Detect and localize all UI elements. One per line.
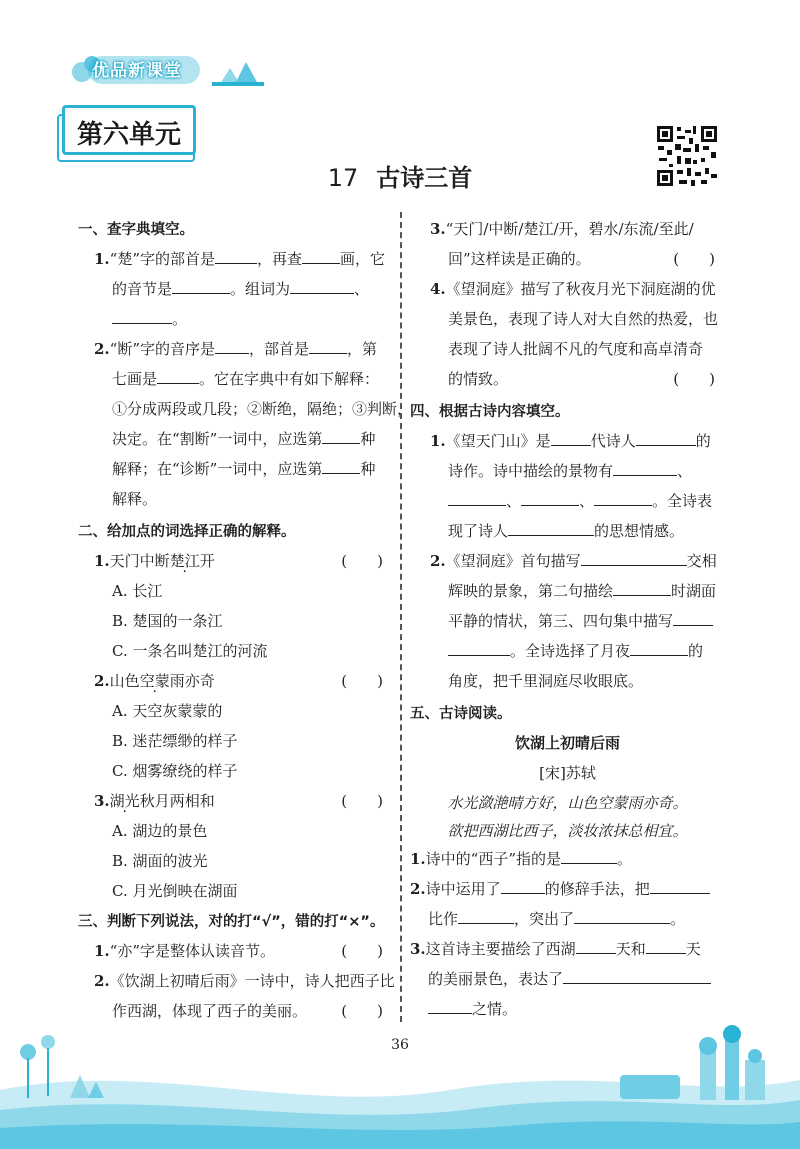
question-3-2-line2: 作西湖，体现了西子的美丽。 ( ) — [112, 1002, 383, 1020]
answer-blank[interactable] — [581, 551, 687, 566]
dotted-word: 楚江 — [169, 552, 200, 570]
question-1-2-line3: ①分成两段或几段；②断绝，隔绝；③判断， — [112, 400, 413, 418]
option-a: A. 湖边的景色 — [112, 822, 208, 840]
question-1-2-line2: 七画是 。它在字典中有如下解释： — [112, 370, 380, 388]
question-5-3: 3.这首诗主要描绘了西湖 天和 天 — [410, 940, 701, 958]
question-2-2: 2.山色空蒙雨亦奇 ( ) — [94, 672, 383, 690]
unit-title: 第六单元 — [76, 120, 181, 150]
answer-parentheses[interactable]: ( ) — [673, 250, 715, 268]
answer-blank[interactable] — [322, 429, 360, 444]
brand-text: 优品新课堂 — [92, 61, 182, 81]
answer-blank[interactable] — [636, 431, 696, 446]
answer-blank[interactable] — [448, 491, 506, 506]
page-number: 36 — [391, 1037, 409, 1053]
answer-blank[interactable] — [215, 339, 249, 354]
question-3-4: 4.《望洞庭》描写了秋夜月光下洞庭湖的优 — [430, 280, 716, 298]
question-3-2: 2.《饮湖上初晴后雨》一诗中，诗人把西子比 — [94, 972, 395, 990]
dotted-word: 空蒙 — [139, 672, 170, 690]
poem-line-2: 欲把西湖比西子，淡妆浓抹总相宜。 — [447, 822, 688, 840]
question-1-2: 2.“断”字的音序是 ，部首是 ，第 — [94, 340, 378, 358]
section-4-title: 四、根据古诗内容填空。 — [410, 404, 570, 420]
option-c: C. 烟雾缭绕的样子 — [112, 762, 238, 780]
option-b: B. 楚国的一条江 — [112, 612, 223, 630]
answer-parentheses[interactable]: ( ) — [341, 942, 383, 960]
section-2-title: 二、给加点的词选择正确的解释。 — [78, 524, 296, 540]
answer-blank[interactable] — [574, 909, 670, 924]
qr-code-icon[interactable] — [655, 124, 719, 188]
answer-blank[interactable] — [594, 491, 652, 506]
answer-blank[interactable] — [576, 939, 616, 954]
unit-badge — [62, 105, 196, 155]
answer-blank[interactable] — [458, 909, 514, 924]
option-b: B. 迷茫缥缈的样子 — [112, 732, 238, 750]
question-4-2-line4: 。全诗选择了月夜 的 — [448, 640, 703, 661]
question-5-2-line2: 比作 ，突出了 。 — [428, 910, 686, 928]
answer-parentheses[interactable]: ( ) — [341, 672, 383, 690]
answer-blank[interactable] — [646, 939, 686, 954]
question-3-3: 3.“天门/中断/楚江/开，碧水/东流/至此/ — [430, 220, 694, 238]
option-a: A. 长江 — [112, 582, 163, 600]
section-3-title: 三、判断下列说法，对的打“√”，错的打“×”。 — [78, 914, 385, 930]
option-b: B. 湖面的波光 — [112, 852, 208, 870]
answer-parentheses[interactable]: ( ) — [341, 792, 383, 810]
question-3-4-line4: 的情致。 ( ) — [448, 370, 715, 388]
answer-parentheses[interactable]: ( ) — [341, 552, 383, 570]
question-4-2: 2.《望洞庭》首句描写 交相 — [430, 552, 717, 570]
question-4-1-line4: 现了诗人 的思想情感。 — [448, 522, 685, 540]
column-divider — [400, 212, 402, 1022]
answer-blank[interactable] — [650, 879, 710, 894]
answer-blank[interactable] — [112, 309, 172, 324]
answer-blank[interactable] — [157, 369, 199, 384]
lesson-title-text: 古诗三首 — [376, 164, 473, 192]
question-4-1-line2: 诗作。诗中描绘的景物有 、 — [448, 462, 693, 480]
answer-blank[interactable] — [563, 969, 711, 984]
brand-logo — [70, 48, 270, 94]
question-4-1: 1.《望天门山》是 代诗人 的 — [430, 432, 711, 450]
question-4-2-line2: 辉映的景象，第二句描绘 时湖面 — [448, 582, 717, 600]
question-3-3-line2: 回”这样读是正确的。 ( ) — [448, 250, 715, 268]
lesson-number: 17 — [327, 164, 359, 192]
answer-blank[interactable] — [309, 339, 347, 354]
question-1-1-line3: 。 — [112, 308, 187, 329]
answer-blank[interactable] — [172, 279, 230, 294]
answer-blank[interactable] — [302, 249, 340, 264]
answer-blank[interactable] — [561, 849, 617, 864]
dotted-word: 湖光 — [109, 792, 140, 810]
question-1-2-line4: 决定。在“割断”一词中，应选第 种 — [112, 430, 376, 448]
answer-blank[interactable] — [630, 641, 688, 656]
question-5-1: 1.诗中的“西子”指的是 。 — [410, 850, 633, 868]
answer-blank[interactable] — [322, 459, 360, 474]
question-1-1-line2: 的音节是 。组词为 、 — [112, 280, 370, 298]
answer-blank[interactable] — [501, 879, 545, 894]
question-4-2-line5: 角度，把千里洞庭尽收眼底。 — [448, 672, 644, 690]
option-c: C. 一条名叫楚江的河流 — [112, 642, 268, 660]
question-1-2-line6: 解释。 — [112, 490, 158, 508]
answer-blank[interactable] — [521, 491, 579, 506]
question-2-1: 1.天门中断楚江开 ( ) — [94, 552, 383, 570]
poem-line-1: 水光潋滟晴方好，山色空蒙雨亦奇。 — [447, 794, 688, 812]
answer-blank[interactable] — [290, 279, 354, 294]
question-4-2-line3: 平静的情状，第三、四句集中描写 — [448, 610, 713, 631]
question-1-1: 1.“楚”字的部首是 ，再查 画，它 — [94, 250, 386, 268]
question-3-4-line2: 美景色，表现了诗人对大自然的热爱，也 — [448, 310, 719, 328]
answer-blank[interactable] — [448, 641, 510, 656]
question-2-3: 3.湖光秋月两相和 ( ) — [94, 792, 383, 810]
poem-author: [宋]苏轼 — [539, 764, 596, 782]
question-5-3-line2: 的美丽景色，表达了 — [428, 968, 711, 989]
section-5-title: 五、古诗阅读。 — [410, 706, 512, 722]
lesson-title — [300, 158, 500, 193]
answer-blank[interactable] — [508, 521, 594, 536]
option-c: C. 月光倒映在湖面 — [112, 882, 238, 900]
answer-blank[interactable] — [673, 611, 713, 626]
answer-blank[interactable] — [215, 249, 257, 264]
answer-blank[interactable] — [613, 581, 671, 596]
answer-parentheses[interactable]: ( ) — [341, 1002, 383, 1020]
answer-blank[interactable] — [613, 461, 677, 476]
question-5-3-line3: 之情。 — [428, 998, 517, 1019]
answer-blank[interactable] — [551, 431, 591, 446]
question-3-4-line3: 表现了诗人批阔不凡的气度和高卓清奇 — [448, 340, 704, 358]
question-1-2-line5: 解释；在“诊断”一词中，应选第 种 — [112, 460, 376, 478]
question-3-1: 1.“亦”字是整体认读音节。 ( ) — [94, 942, 383, 960]
question-4-1-line3: 、 、 。全诗表 — [448, 490, 712, 511]
answer-blank[interactable] — [428, 999, 472, 1014]
answer-parentheses[interactable]: ( ) — [673, 370, 715, 388]
question-5-2: 2.诗中运用了 的修辞手法，把 — [410, 878, 710, 899]
option-a: A. 天空灰蒙蒙的 — [112, 702, 223, 720]
poem-title: 饮湖上初晴后雨 — [514, 734, 620, 752]
section-1-title: 一、查字典填空。 — [78, 222, 194, 238]
